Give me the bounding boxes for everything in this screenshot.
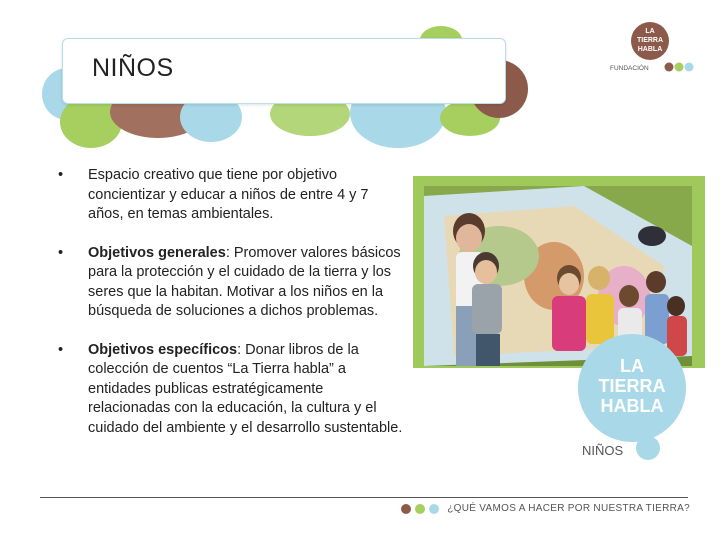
bullet-item: [58, 341, 403, 439]
la-tierra-habla-ninos-logo: [566, 332, 696, 462]
footer-divider: [40, 497, 688, 498]
page-title: NIÑOS: [92, 54, 174, 82]
top-logo-sub: FUNDACIÓN: [610, 65, 649, 72]
bullet-item: [58, 166, 403, 225]
brand-logo-text: LA: [620, 356, 644, 376]
footer-dot-green: [415, 504, 425, 514]
la-tierra-habla-logo: [606, 22, 698, 78]
bullet-marker: •: [58, 167, 64, 183]
bullet-bold: Objetivos específicos: [88, 341, 238, 358]
bullet-bold: Objetivos generales: [88, 244, 226, 261]
footer-dot-blue: [429, 504, 439, 514]
top-logo-text: LA: [645, 28, 655, 35]
brand-logo-text: HABLA: [600, 396, 664, 416]
bullet-list: [58, 166, 403, 457]
bullet-text: : Promover valores básicos para la protección y el cuidado de la tierra y los seres que la habitan. Motivar a los niños en la búsqueda de soluciones a dichos problemas.: [88, 244, 401, 319]
bullet-text: : Donar libros de la colección de cuentos “La Tierra habla” a entidades publicas estratégicamente relacionadas con la educación, la cultura y el cuidado del ambiente y el desarrollo sustentable.: [88, 341, 403, 436]
bullet-item: [58, 244, 403, 322]
bullet-text: Espacio creativo que tiene por objetivo concientizar y educar a niños de entre 4 y 7 años, en temas ambientales.: [88, 167, 369, 222]
footer-tagline: ¿QUÉ VAMOS A HACER POR NUESTRA TIERRA?: [447, 503, 690, 514]
bullet-marker: •: [58, 244, 64, 261]
footer-dot-brown: [401, 504, 411, 514]
brand-logo-text: TIERRA: [598, 376, 666, 396]
brand-logo-sub: NIÑOS: [582, 443, 624, 458]
bullet-marker: •: [58, 341, 64, 358]
footer: [401, 503, 690, 514]
top-logo-text: HABLA: [637, 46, 663, 53]
top-logo-text: TIERRA: [636, 37, 664, 44]
